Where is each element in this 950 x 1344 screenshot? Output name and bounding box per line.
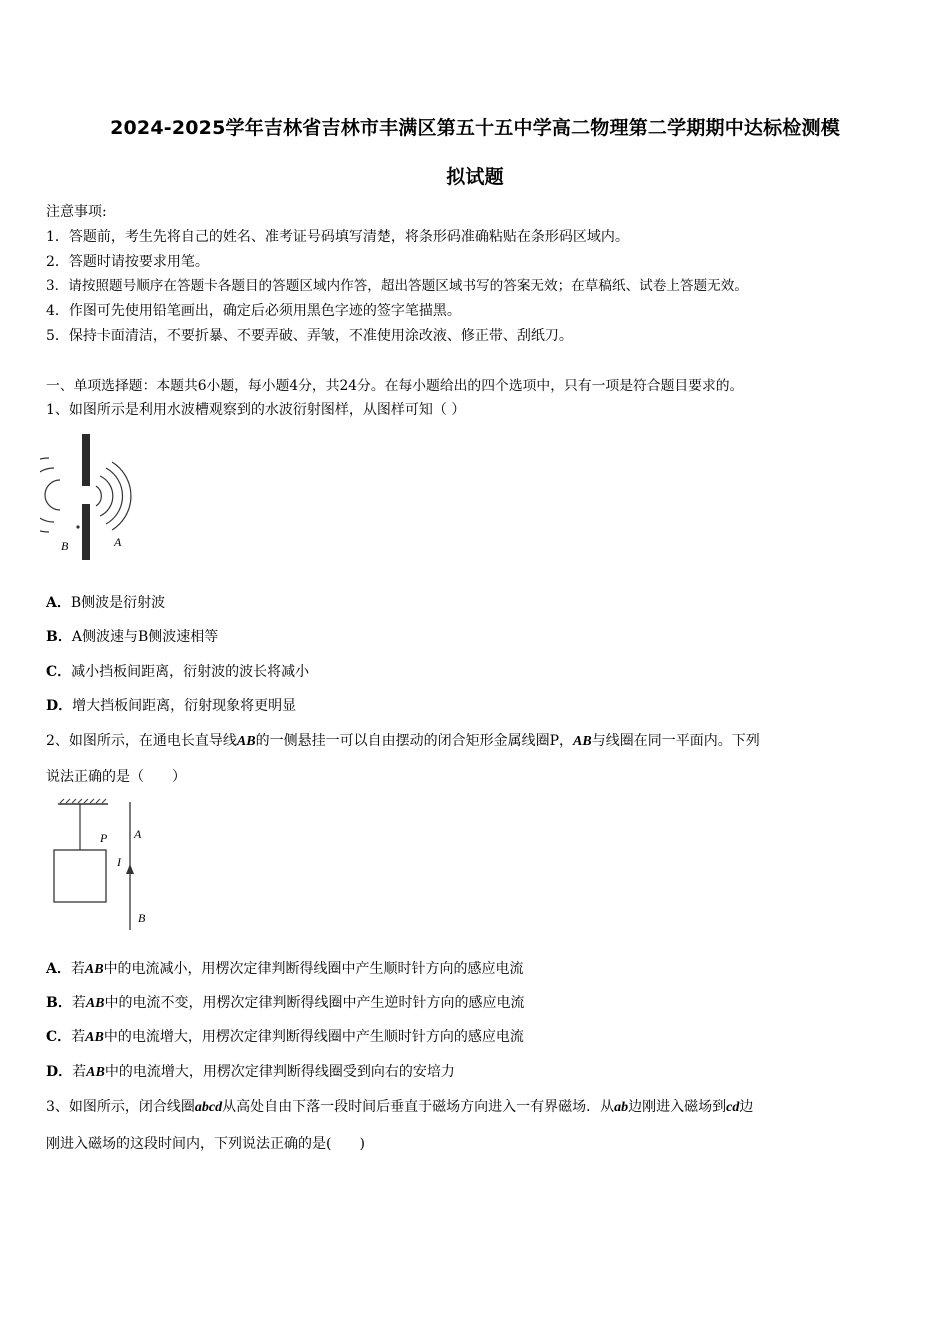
q1-barrier-lower (82, 504, 90, 560)
q2-ceiling-hatch (60, 799, 106, 803)
q2-coil-wire-figure (50, 798, 160, 933)
q1-diffracted-waves (96, 462, 131, 530)
q3-stem-line1: 3、如图所示，闭合线圈abcd从高处自由下落一段时间后垂直于磁场方向进入一有界磁场．从ab边刚进入磁场到cd边 (46, 1099, 754, 1115)
exam-title-line2: 拟试题 (446, 166, 504, 188)
q2-current-arrow (126, 864, 134, 874)
q2-label-i: I (117, 855, 121, 869)
q1-label-a: A (114, 535, 122, 549)
notice-item-5: 5．保持卡面清洁，不要折暴、不要弄破、弄皱，不准使用涂改液、修正带、刮纸刀。 (46, 328, 573, 344)
q2-coil-p (54, 850, 106, 902)
q1-option-b[interactable]: B．A侧波速与B侧波速相等 (46, 629, 219, 645)
q1-option-d[interactable]: D．增大挡板间距离，衍射现象将更明显 (46, 698, 297, 714)
q1-barrier-upper (82, 434, 90, 486)
q2-option-b[interactable]: B．若AB中的电流不变，用楞次定律判断得线圈中产生逆时针方向的感应电流 (46, 995, 525, 1011)
q1-option-a[interactable]: A．B侧波是衍射波 (46, 595, 166, 611)
q2-label-p: P (100, 831, 108, 845)
q2-option-a[interactable]: A．若AB中的电流减小，用楞次定律判断得线圈中产生顺时针方向的感应电流 (46, 961, 524, 977)
notice-heading: 注意事项: (46, 204, 107, 220)
notice-item-4: 4．作图可先使用铅笔画出，确定后必须用黑色字迹的签字笔描黑。 (46, 303, 461, 319)
q1-incident-waves (40, 458, 60, 532)
q2-label-a: A (134, 827, 142, 841)
q1-label-b: B (61, 539, 69, 553)
section1-heading: 一、单项选择题：本题共6小题，每小题4分，共24分。在每小题给出的四个选项中，只有一项是符合题目要求的。 (46, 378, 744, 394)
q2-stem-line2: 说法正确的是（ ） (46, 769, 186, 785)
q3-stem-line2: 刚进入磁场的这段时间内，下列说法正确的是( ) (46, 1136, 365, 1152)
q2-stem-line1: 2、如图所示，在通电长直导线AB的一侧悬挂一可以自由摆动的闭合矩形金属线圈P，AB与线圈在同一平面内。下列 (46, 733, 760, 749)
q2-option-c[interactable]: C．若AB中的电流增大，用楞次定律判断得线圈中产生顺时针方向的感应电流 (46, 1029, 524, 1045)
q1-stem: 1、如图所示是利用水波槽观察到的水波衍射图样，从图样可知（ ） (46, 402, 466, 418)
q1-wave-diffraction-figure (40, 430, 135, 565)
exam-title-line1: 2024-2025学年吉林省吉林市丰满区第五十五中学高二物理第二学期期中达标检测模 (110, 117, 840, 139)
notice-item-3: 3．请按照题号顺序在答题卡各题目的答题区域内作答，超出答题区域书写的答案无效；在草稿纸、试卷上答题无效。 (46, 278, 748, 294)
q2-option-d[interactable]: D．若AB中的电流增大，用楞次定律判断得线圈受到向右的安培力 (46, 1064, 455, 1080)
notice-item-2: 2．答题时请按要求用笔。 (46, 254, 209, 270)
q1-option-c[interactable]: C．减小挡板间距离，衍射波的波长将减小 (46, 664, 310, 680)
q2-label-b: B (138, 911, 146, 925)
notice-item-1: 1．答题前，考生先将自己的姓名、准考证号码填写清楚，将条形码准确粘贴在条形码区域内。 (46, 229, 629, 245)
